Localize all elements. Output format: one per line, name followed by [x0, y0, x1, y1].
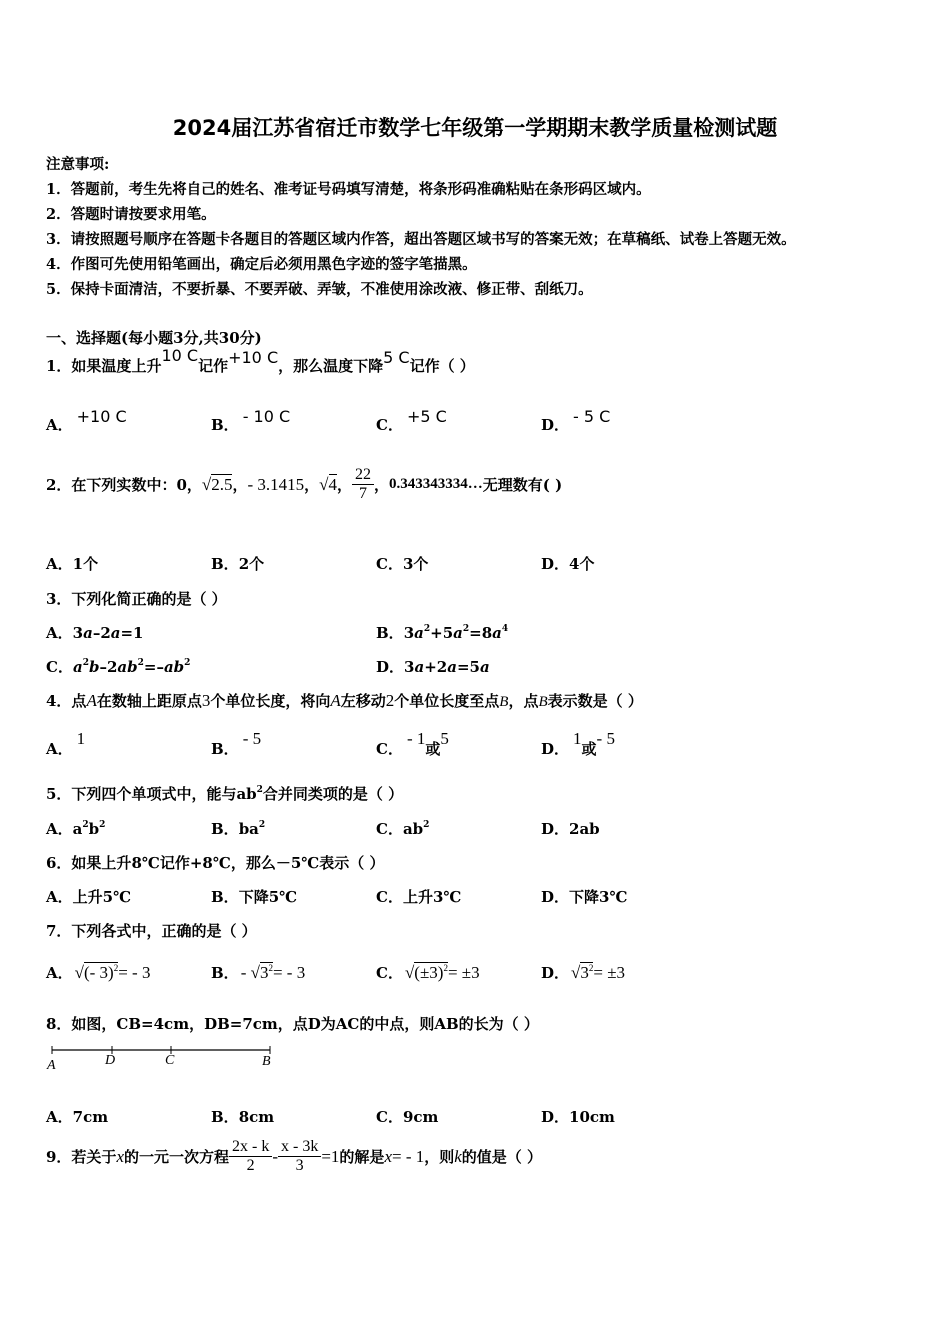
option-value: 1 [573, 729, 582, 748]
var: a [83, 624, 93, 642]
term: a [72, 820, 83, 838]
option-label: A． [46, 964, 73, 982]
option-label: A． [46, 416, 73, 434]
option-label: B． [211, 416, 239, 434]
question-5 [46, 783, 403, 804]
q8-option-a [46, 1106, 108, 1127]
denominator: 7 [359, 485, 368, 502]
q2-math-neg-pi: - 3.1415 [247, 474, 305, 494]
q2-text: 2．在下列实数中：0， [46, 476, 202, 494]
q4-text: 左移动 [340, 692, 386, 710]
option-label: A． [46, 740, 73, 758]
option-value: - 1 [406, 729, 426, 748]
term: +5 [430, 624, 454, 642]
var: a [479, 658, 490, 676]
option-value: 上升3℃ [402, 888, 462, 906]
option-value: 8cm [238, 1108, 275, 1126]
q6-option-c [376, 886, 461, 907]
q9-text: 的值是（ ） [461, 1148, 543, 1166]
q1-math-3: 5 C [383, 348, 410, 367]
q8-option-b [211, 1106, 274, 1127]
or-text: 或 [581, 740, 597, 758]
or-text: 或 [425, 740, 441, 758]
question-4 [46, 690, 643, 711]
option-label: A． [46, 1108, 73, 1126]
option-label: D． [541, 740, 570, 758]
option-label: B． [211, 1108, 239, 1126]
q1-option-c [376, 407, 447, 435]
q2-sqrt-2-5: √2.5 [201, 474, 233, 494]
sqrt-expr: - $√3^2= - 3$ [240, 963, 306, 982]
q4-point-b: B [499, 694, 509, 710]
q7-option-c [376, 962, 480, 983]
q4-text: 在数轴上距原点 [96, 692, 202, 710]
q9-minus: - [272, 1146, 278, 1166]
option-value: 9cm [402, 1108, 439, 1126]
label-c: C [165, 1053, 175, 1068]
var: a [453, 624, 463, 642]
q5-option-b [211, 818, 265, 839]
q2-option-a [46, 553, 98, 574]
rhs: = - 3 [118, 963, 151, 982]
q9-fraction-1 [229, 1138, 272, 1175]
var: a [110, 624, 121, 642]
q7-option-b [211, 962, 305, 983]
denominator: 2 [246, 1157, 255, 1174]
base: (- 3) [83, 963, 114, 982]
option-label: D． [541, 964, 570, 982]
exp: 2 [423, 820, 430, 830]
term: 2ab [569, 820, 600, 838]
radicand [84, 962, 118, 982]
term: +2 [424, 658, 448, 676]
base: 3 [580, 963, 589, 982]
q2-sqrt-4: √4 [319, 474, 338, 494]
q4-option-d [541, 729, 615, 759]
q1-text: 1．如果温度上升 [46, 357, 162, 375]
radicand [414, 962, 448, 982]
section-heading: 一、选择题(每小题3分,共30分) [46, 329, 262, 347]
option-label: C． [376, 1108, 403, 1126]
notice-item-3: 3．请按照题号顺序在答题卡各题目的答题区域内作答，超出答题区域书写的答案无效；在草稿纸、试卷上答题无效。 [46, 231, 796, 248]
option-label: A． [46, 624, 73, 642]
question-2 [46, 466, 562, 503]
option-value: 下降3℃ [569, 888, 628, 906]
option-value: - 5 [242, 729, 262, 748]
q1-option-d [541, 407, 611, 435]
q2-fraction [352, 466, 374, 503]
q4-text: ，点 [508, 692, 539, 710]
q1-option-a [46, 407, 127, 435]
question-1 [46, 346, 475, 376]
rhs: = - 3 [272, 963, 306, 982]
var: b [88, 658, 100, 676]
term: 3 [403, 624, 415, 642]
q4-text: 表示数是（ ） [547, 692, 643, 710]
option-label: D． [541, 1108, 570, 1126]
exp: 2 [99, 820, 106, 830]
exp: 2 [258, 820, 266, 830]
q5-option-d [541, 818, 600, 839]
exp: 2 [443, 963, 448, 973]
option-value: 下降5℃ [238, 888, 298, 906]
q4-point-b: B [538, 694, 548, 710]
option-value: 5 [440, 729, 449, 748]
q2-option-d [541, 553, 594, 574]
option-value: 3个 [402, 555, 429, 573]
option-label: C． [46, 658, 73, 676]
sqrt-expr: √(- 3)$^2$= - 3 [74, 963, 151, 982]
question-6: 6．如果上升8℃记作+8℃，那么－5℃表示（ ） [46, 854, 385, 872]
rhs: = ±3 [447, 963, 480, 982]
option-label: A． [46, 888, 73, 906]
option-label: B． [376, 624, 404, 642]
option-label: C． [376, 964, 403, 982]
option-value: 2个 [238, 555, 265, 573]
q2-option-c [376, 553, 428, 574]
neg: - [240, 963, 251, 982]
question-9 [46, 1138, 542, 1175]
exp: 2 [588, 963, 594, 973]
option-value: +10 C [76, 407, 127, 426]
term: –2 [99, 658, 118, 676]
number-line-figure [44, 1042, 284, 1076]
term: =5 [456, 658, 480, 676]
q2-text: ， [374, 476, 390, 494]
option-label: C． [376, 555, 403, 573]
option-value: +5 C [406, 407, 447, 426]
numerator: 22 [352, 466, 374, 485]
notice-item-2: 2．答题时请按要求用笔。 [46, 206, 216, 223]
q1-text: 记作 [198, 357, 229, 375]
option-label: B． [211, 964, 239, 982]
option-label: D． [541, 888, 570, 906]
q8-option-c [376, 1106, 438, 1127]
exp: 2 [184, 658, 191, 668]
q9-text: 的解是 [339, 1148, 385, 1166]
exp: 2 [137, 658, 144, 668]
q8-option-d [541, 1106, 615, 1127]
option-label: A． [46, 820, 73, 838]
numerator: 2x - k [229, 1138, 272, 1157]
q4-text: 个单位长度至点 [394, 692, 500, 710]
q5-text: 5．下列四个单项式中，能与ab [46, 785, 257, 803]
option-label: B． [211, 740, 239, 758]
q9-text: 9．若关于 [46, 1148, 117, 1166]
radicand [580, 962, 593, 982]
q6-option-b [211, 886, 297, 907]
q1-option-b [211, 407, 291, 435]
term: 3 [72, 624, 84, 642]
question-8: 8．如图，CB=4cm，DB=7cm，点D为AC的中点，则AB的长为（ ） [46, 1015, 539, 1033]
q2-text: 无理数有( ) [482, 476, 563, 494]
q1-text: ，那么温度下降 [278, 357, 384, 375]
option-label: B． [211, 888, 239, 906]
notice-heading: 注意事项: [46, 156, 110, 173]
option-label: D． [541, 416, 570, 434]
q1-math-2: +10 C [228, 348, 279, 367]
option-label: C． [376, 888, 403, 906]
q1-text: 记作（ ） [409, 357, 475, 375]
rhs: = ±3 [593, 963, 626, 982]
option-label: A． [46, 555, 73, 573]
option-value: - 5 C [573, 407, 611, 426]
q2-option-b [211, 553, 264, 574]
radicand: 2.5 [211, 474, 233, 494]
q4-option-c [376, 729, 449, 759]
q2-text: ， [232, 476, 248, 494]
term: –2 [92, 624, 111, 642]
option-value: 4个 [569, 555, 595, 573]
q4-text: 个单位长度，将向 [210, 692, 331, 710]
exp: 2 [462, 624, 470, 634]
option-label: C． [376, 740, 403, 758]
q4-point-a: A [86, 691, 97, 710]
q9-fraction-2 [278, 1138, 321, 1175]
q5-option-a [46, 818, 105, 839]
numerator: x - 3k [278, 1138, 321, 1157]
option-value: - 5 [596, 729, 615, 748]
option-label: D． [541, 555, 570, 573]
q3-option-a [46, 622, 144, 643]
q2-text: ， [337, 476, 353, 494]
var: a [414, 624, 424, 642]
var: a [447, 658, 457, 676]
sqrt-expr: $√3^2= \pm 3$ [571, 963, 626, 982]
q4-point-a: A [330, 691, 341, 710]
option-value: - 10 C [242, 407, 291, 426]
var: ab [117, 658, 138, 676]
option-label: B． [211, 555, 239, 573]
label-d: D [105, 1053, 116, 1068]
exp: 2 [113, 963, 119, 973]
var: a [414, 658, 425, 676]
question-3: 3．下列化简正确的是（ ） [46, 590, 227, 608]
exp: 2 [256, 785, 263, 795]
exp: 4 [501, 624, 509, 634]
base: 3 [259, 963, 269, 982]
base: (±3) [414, 963, 444, 982]
q2-text: ， [304, 476, 320, 494]
q9-var: x [116, 1146, 124, 1166]
term: ba [238, 820, 259, 838]
term: ab [402, 820, 424, 838]
q2-repeating-decimal: 0.343343334… [389, 476, 483, 492]
option-label: C． [376, 416, 403, 434]
label-a: A [47, 1058, 56, 1073]
term: =1 [120, 624, 144, 642]
page-title: 2024届江苏省宿迁市数学七年级第一学期期末教学质量检测试题 [172, 116, 778, 140]
q6-option-d [541, 886, 627, 907]
q6-option-a [46, 886, 131, 907]
var: ab [163, 658, 185, 676]
q3-option-c [46, 656, 190, 677]
notice-item-1: 1．答题前，考生先将自己的姓名、准考证号码填写清楚，将条形码准确粘贴在条形码区域内。 [46, 181, 651, 198]
radicand: 4 [328, 474, 338, 494]
q3-option-d [376, 656, 490, 677]
q4-option-a [46, 729, 86, 759]
option-value: 10cm [569, 1108, 615, 1126]
exp: 2 [82, 658, 89, 668]
question-7: 7．下列各式中，正确的是（ ） [46, 922, 257, 940]
q9-value: = - 1 [391, 1146, 425, 1166]
label-b: B [262, 1054, 271, 1069]
q5-text: 合并同类项的是（ ） [262, 785, 404, 803]
exp: 2 [268, 963, 273, 973]
option-label: D． [376, 658, 405, 676]
q7-option-d [541, 962, 625, 983]
q9-var: x [384, 1146, 392, 1166]
sqrt-expr: $√(\pm 3)^2= \pm 3$ [404, 963, 480, 982]
option-label: C． [376, 820, 403, 838]
term: =– [143, 658, 164, 676]
q9-equals: =1 [321, 1146, 340, 1166]
q7-option-a [46, 962, 150, 983]
q9-text: 的一元一次方程 [123, 1148, 229, 1166]
q5-option-c [376, 818, 429, 839]
notice-item-4: 4．作图可先使用铅笔画出，确定后必须用黑色字迹的签字笔描黑。 [46, 256, 477, 273]
notice-item-5: 5．保持卡面清洁，不要折暴、不要弄破、弄皱，不准使用涂改液、修正带、刮纸刀。 [46, 281, 593, 298]
q1-math-1: 10 C [161, 346, 199, 365]
option-value: 1 [76, 729, 86, 748]
q4-text: 4．点 [46, 692, 87, 710]
q3-option-b [376, 622, 508, 643]
q9-text: ，则 [424, 1148, 455, 1166]
option-label: B． [211, 820, 239, 838]
var: a [72, 658, 83, 676]
q4-num: 2 [385, 691, 395, 710]
option-label: D． [541, 820, 570, 838]
option-value: 上升5℃ [72, 888, 132, 906]
denominator: 3 [295, 1157, 304, 1174]
term: =8 [469, 624, 493, 642]
radicand [260, 962, 273, 982]
q4-num: 3 [201, 691, 211, 710]
term: 3 [404, 658, 415, 676]
q9-var: k [454, 1146, 462, 1166]
var: a [492, 624, 502, 642]
exp: 2 [423, 624, 431, 634]
q4-option-b [211, 729, 262, 759]
exp: 2 [82, 820, 89, 830]
option-value: 7cm [72, 1108, 109, 1126]
term: b [88, 820, 100, 838]
option-value: 1个 [72, 555, 99, 573]
